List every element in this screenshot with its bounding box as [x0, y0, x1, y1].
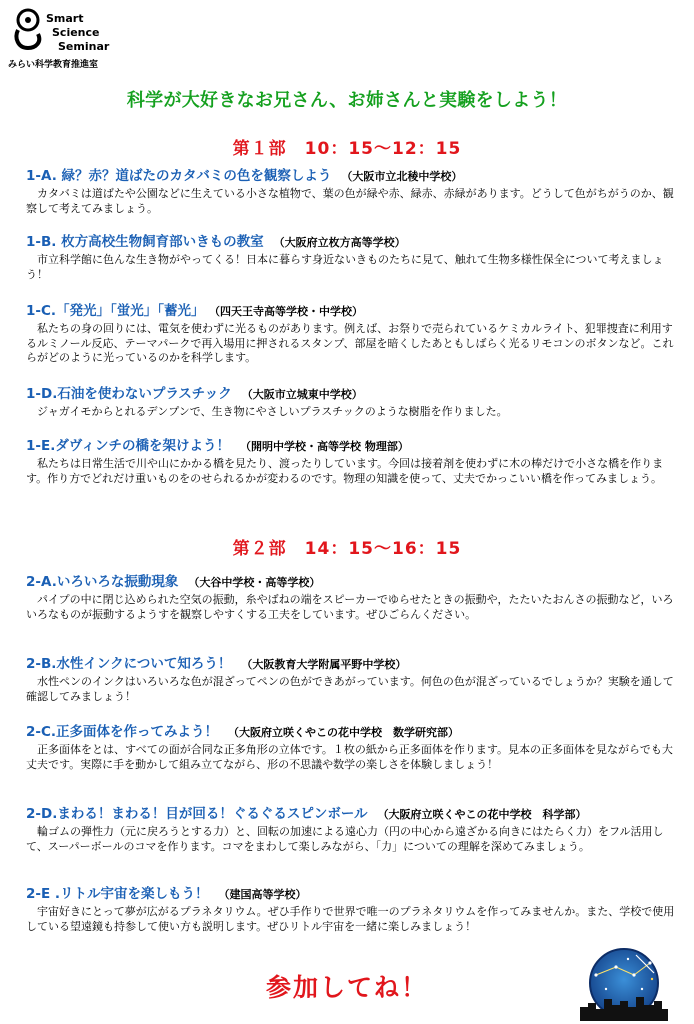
section-org: （建国高等学校）: [218, 888, 307, 901]
section-org: （開明中学校・高等学校 物理部）: [240, 440, 409, 453]
section-body: パイプの中に閉じ込められた空気の振動，糸やばねの端をスピーカーでゆらせたときの振動や，たたいたおんさの振動など，いろいろなものが振動するようすを観察しやすくする工夫をしています。ぜひごらんください。: [26, 593, 674, 621]
section-org: （四天王寺高等学校・中学校）: [214, 305, 364, 318]
section-org: （大阪府立枚方高等学校）: [273, 236, 406, 249]
section-title: 2-D.まわる！まわる！目が回る！ぐるぐるスピンボール: [26, 806, 368, 822]
section-body: カタバミは道ばたや公園などに生えている小さな植物で、葉の色が緑や赤、緑赤、赤緑があります。どうして色がちがうのか、観察して考えてみましょう。: [26, 187, 674, 215]
section-body: 私たちの身の回りには、電気を使わずに光るものがあります。例えば、お祭りで売られているケミカルライト、犯罪捜査に利用するルミノール反応、テーマパークで再入場用に押されるスタンプ、部屋を暗くしたあともしばらく光るリモコンのボタンなど。これらがどのように光っているのかを科学します。: [26, 322, 674, 364]
logo-text-smart: Smart: [46, 12, 84, 25]
section-org: （大谷中学校・高等学校）: [188, 576, 321, 589]
section-org: （大阪府立咲くやこの花中学校 科学部）: [377, 808, 587, 821]
page-headline: 科学が大好きなお兄さん、お姉さんと実験をしよう！: [126, 90, 568, 111]
section-title: 2-B.水性インクについて知ろう！: [26, 656, 232, 672]
section-body: 水性ペンのインクはいろいろな色が混ざってペンの色ができあがっています。何色の色が混ざっているでしょうか？実験を通して確認してみましょう！: [26, 675, 674, 703]
call-to-action: 参加してね！: [265, 973, 428, 1002]
section-body: 正多面体をとは、すべての面が合同な正多角形の立体です。１枚の紙から正多面体を作ります。見本の正多面体を見ながらでも大丈夫です。実際に手を動かして組み立てながら、形の不思議や数学の楽しさを体験しましょう！: [26, 743, 673, 771]
section-body: 私たちは日常生活で川や山にかかる橋を見たり、渡ったりしています。今回は接着剤を使わずに木の棒だけで小さな橋を作ります。作り方でどれだけ重いものをのせられるかが変わるのです。物理の知識を使って、丈夫でかっこいい橋を作ってみましょう。: [26, 457, 664, 485]
section-title: 2-E .リトル宇宙を楽しもう！: [26, 886, 209, 902]
logo-text-science: Science: [52, 26, 100, 39]
section-title: 1-A. 緑？赤？道ばたのカタバミの色を観察しよう: [26, 168, 332, 184]
section-body: 輪ゴムの弾性力（元に戻ろうとする力）と、回転の加速による遠心力（円の中心から遠ざかる向きにはたらく力）をフル活用して、スーパーボールのコマを作ります。コマをまわして楽しみながら、「力」についての理解を深めてみましょう。: [26, 825, 664, 853]
section-org: （大阪市立北稜中学校）: [341, 170, 463, 183]
section-title: 1-E.ダヴィンチの橋を架けよう！: [26, 438, 231, 454]
logo-subtitle: みらい科学教育推進室: [8, 60, 99, 70]
section-title: 1-B. 枚方高校生物飼育部いきもの教室: [26, 234, 264, 250]
logo: [8, 6, 148, 70]
section-org: （大阪教育大学附属平野中学校）: [241, 658, 407, 671]
section-title: 1-C.「発光」「蛍光」「蓄光」: [26, 303, 205, 319]
section-1c: [26, 301, 676, 366]
section-org: （大阪市立城東中学校）: [241, 388, 363, 401]
section-2c: [26, 722, 676, 772]
section-body: 宇宙好きにとって夢が広がるプラネタリウム。ぜひ手作りで世界で唯一のプラネタリウムを作ってみませんか。また、学校で使用している望遠鏡も持参して使い方も説明します。ぜひリトル宇宙を一緒に楽しみましょう！: [26, 905, 675, 933]
section-2b: [26, 654, 676, 704]
logo-text-seminar: Seminar: [58, 40, 110, 53]
planetarium-illustration-icon: [576, 945, 672, 1021]
section-body: 市立科学館に色んな生き物がやってくる！日本に暮らす身近ないきものたちに見て、触れて生物多様性保全について考えましょう！: [26, 253, 664, 281]
section-title: 2-A.いろいろな振動現象: [26, 574, 179, 590]
section-1e: [26, 436, 676, 486]
section-1d: [26, 384, 676, 420]
section-2a: [26, 572, 676, 622]
section-org: （大阪府立咲くやこの花中学校 数学研究部）: [228, 726, 460, 739]
part1-title: 第１部 10：15～12：15: [232, 139, 462, 159]
section-2e: [26, 884, 676, 934]
section-1b: [26, 232, 676, 282]
section-body: ジャガイモからとれるデンプンで、生き物にやさしいプラスチックのような樹脂を作りました。: [37, 405, 508, 418]
section-2d: [26, 804, 676, 854]
logo-mark-icon: [12, 8, 44, 50]
section-1a: [26, 166, 676, 216]
part2-title: 第２部 14：15～16：15: [232, 539, 462, 559]
section-title: 1-D.石油を使わないプラスチック: [26, 386, 232, 402]
section-title: 2-C.正多面体を作ってみよう！: [26, 724, 219, 740]
